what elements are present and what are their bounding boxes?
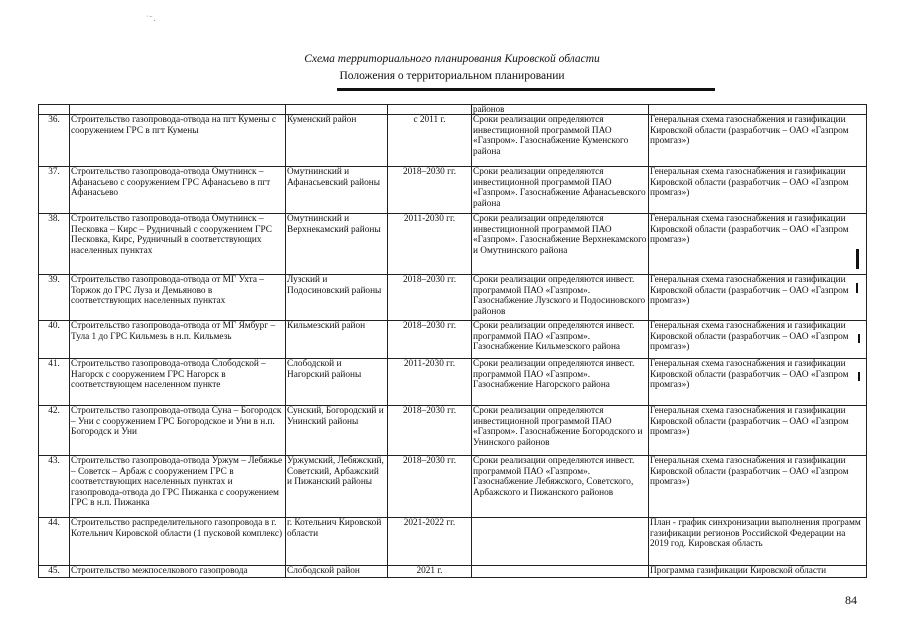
terms: Сроки реализации определяются инвестиционной программой ПАО «Газпром». Газоснабжение Богородского и Унинского районов [472, 406, 649, 456]
period: 2021-2022 гг. [388, 518, 472, 566]
object-name: Строительство газопровода-отвода Омутнинск – Песковка – Кирс – Рудничный с сооружением ГРС Песковка, Кирс, Рудничный в соответствующих населенных пунктах [70, 214, 286, 275]
terms: Сроки реализации определяются инвест. программой ПАО «Газпром». Газоснабжение Лебяжского, Советского, Арбажского и Пижанского районов [472, 456, 649, 518]
period: 2011-2030 гг. [388, 359, 472, 406]
basis: Генеральная схема газоснабжения и газификации Кировской области (разработчик – ОАО «Газпром промгаз») [649, 359, 867, 406]
period: 2021 г. [388, 566, 472, 578]
district: Слободской и Нагорский районы [286, 359, 388, 406]
row-number: 41. [39, 359, 70, 406]
scan-mark [858, 334, 860, 343]
document-subtitle: Положения о территориальном планировании [339, 70, 565, 82]
page-number: 84 [845, 593, 857, 607]
object-name: Строительство газопровода-отвода на пгт Кумены с сооружением ГРС в пгт Кумены [70, 115, 286, 167]
continuation-row [39, 105, 867, 115]
district: Уржумский, Лебяжский, Советский, Арбажский и Пижанский районы [286, 456, 388, 518]
table-row [39, 321, 867, 359]
district: Кильмезский район [286, 321, 388, 359]
district: Сунский, Богородский и Унинский районы [286, 406, 388, 456]
row-number: 38. [39, 214, 70, 275]
scan-mark [856, 249, 859, 269]
terms: Сроки реализации определяются инвестиционной программой ПАО «Газпром». Газоснабжение Верхнекамского и Омутнинского района [472, 214, 649, 275]
table-row [39, 167, 867, 214]
district: г. Котельнич Кировской области [286, 518, 388, 566]
object-name: Строительство межпоселкового газопровода [70, 566, 286, 578]
basis: План - график синхронизации выполнения программ газификации регионов Российской Федерации на 2019 год. Кировская область [649, 518, 867, 566]
table-row [39, 275, 867, 321]
object-name: Строительство распределительного газопровода в г. Котельнич Кировской области (1 пусковой комплекс) [70, 518, 286, 566]
terms: Сроки реализации определяются инвестиционной программой ПАО «Газпром». Газоснабжение Афанасьевского района [472, 167, 649, 214]
table-row [39, 456, 867, 518]
row-number: 42. [39, 406, 70, 456]
object-name: Строительство газопровода-отвода Слободской – Нагорск с сооружением ГРС Нагорск в соответствующем населенном пункте [70, 359, 286, 406]
basis: Программа газификации Кировской области [649, 566, 867, 578]
object-name: Строительство газопровода-отвода Омутнинск – Афанасьево с сооружением ГРС Афанасьево в пгт Афанасьево [70, 167, 286, 214]
basis: Генеральная схема газоснабжения и газификации Кировской области (разработчик – ОАО «Газпром промгаз») [649, 321, 867, 359]
header-rule [337, 88, 715, 91]
terms [472, 518, 649, 566]
period: с 2011 г. [388, 115, 472, 167]
district: Слободской район [286, 566, 388, 578]
row-number: 36. [39, 115, 70, 167]
basis: Генеральная схема газоснабжения и газификации Кировской области (разработчик – ОАО «Газпром промгаз») [649, 167, 867, 214]
scan-mark [858, 372, 860, 381]
object-name: Строительство газопровода-отвода Суна – Богородск – Уни с сооружением ГРС Богородское и Уни в н.п. Богородск и Уни [70, 406, 286, 456]
terms: Сроки реализации определяются инвест. программой ПАО «Газпром». Газоснабжение Лузского и Подосиновского районов [472, 275, 649, 321]
basis: Генеральная схема газоснабжения и газификации Кировской области (разработчик – ОАО «Газпром промгаз») [649, 214, 867, 275]
basis: Генеральная схема газоснабжения и газификации Кировской области (разработчик – ОАО «Газпром промгаз») [649, 275, 867, 321]
row-number: 43. [39, 456, 70, 518]
terms [472, 566, 649, 578]
object-name: Строительство газопровода-отвода от МГ Ямбург – Тула 1 до ГРС Кильмезь в н.п. Кильмезь [70, 321, 286, 359]
table-row [39, 566, 867, 578]
row-number: 44. [39, 518, 70, 566]
district: Омутнинский и Верхнекамский районы [286, 214, 388, 275]
row-number: 45. [39, 566, 70, 578]
period: 2011-2030 гг. [388, 214, 472, 275]
period: 2018–2030 гг. [388, 456, 472, 518]
row-number: 39. [39, 275, 70, 321]
scan-speck: ˙ˉ. [146, 14, 157, 23]
terms: Сроки реализации определяются инвест. программой ПАО «Газпром». Газоснабжение Кильмезского района [472, 321, 649, 359]
row-number: 40. [39, 321, 70, 359]
terms: Сроки реализации определяются инвест. программой ПАО «Газпром». Газоснабжение Нагорского района [472, 359, 649, 406]
table-row [39, 518, 867, 566]
period: 2018–2030 гг. [388, 167, 472, 214]
table-row [39, 406, 867, 456]
terms: Сроки реализации определяются инвестиционной программой ПАО «Газпром». Газоснабжение Куменского района [472, 115, 649, 167]
object-name: Строительство газопровода-отвода Уржум – Лебяжье – Советск – Арбаж с сооружением ГРС в соответствующих населенных пунктах и газопровода-отвода до ГРС Пижанка с сооружением ГРС в н.п. Пижанка [70, 456, 286, 518]
basis: Генеральная схема газоснабжения и газификации Кировской области (разработчик – ОАО «Газпром промгаз») [649, 406, 867, 456]
object-name: Строительство газопровода-отвода от МГ Ухта – Торжок до ГРС Луза и Демьяново в соответствующих населенных пунктах [70, 275, 286, 321]
table-row [39, 115, 867, 167]
row-number: 37. [39, 167, 70, 214]
table-row [39, 214, 867, 275]
district: Куменский район [286, 115, 388, 167]
district: Омутнинский и Афанасьевский районы [286, 167, 388, 214]
period: 2018–2030 гг. [388, 406, 472, 456]
scan-mark [856, 283, 858, 293]
basis: Генеральная схема газоснабжения и газификации Кировской области (разработчик – ОАО «Газпром промгаз») [649, 115, 867, 167]
district: Лузский и Подосиновский районы [286, 275, 388, 321]
basis: Генеральная схема газоснабжения и газификации Кировской области (разработчик – ОАО «Газпром промгаз») [649, 456, 867, 518]
period: 2018–2030 гг. [388, 275, 472, 321]
plan-table [38, 104, 867, 578]
document-title: Схема территориального планирования Кировской области [304, 53, 600, 65]
period: 2018–2030 гг. [388, 321, 472, 359]
table-row [39, 359, 867, 406]
continuation-text: районов [472, 105, 649, 115]
